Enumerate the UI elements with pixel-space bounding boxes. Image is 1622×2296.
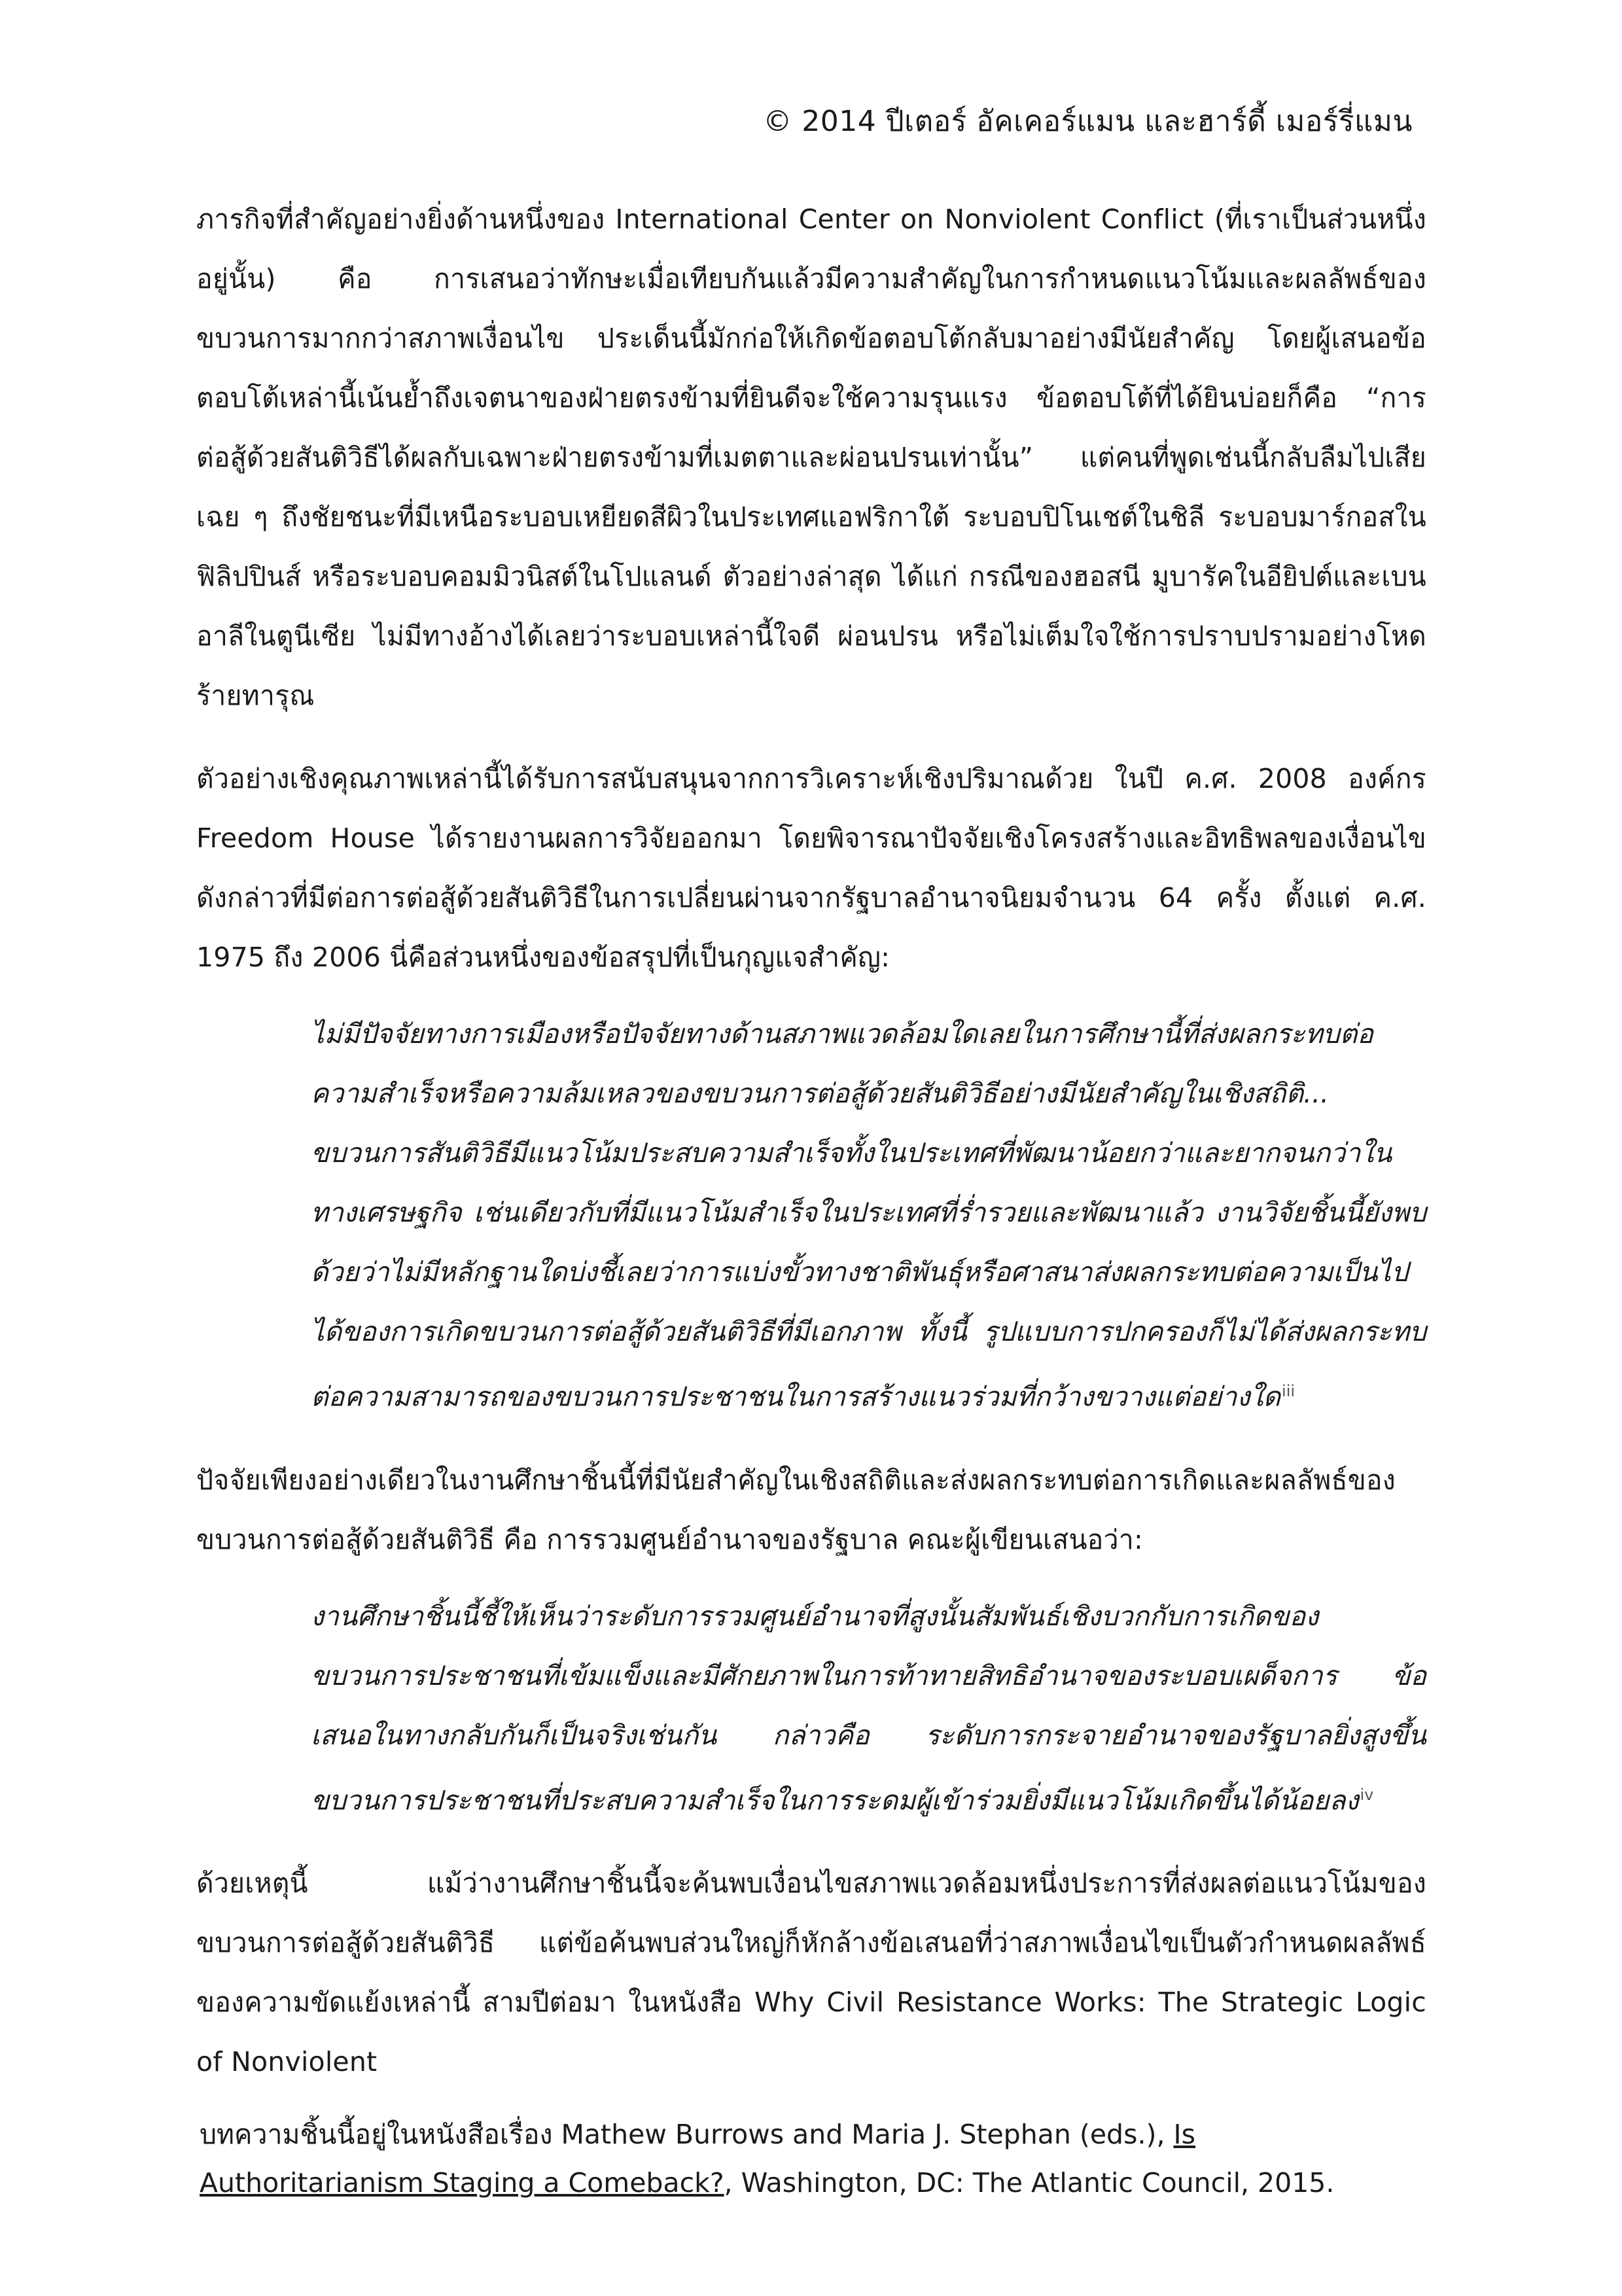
book-title-link-part2[interactable]: Authoritarianism Staging a Comeback?: [200, 2167, 724, 2199]
book-title-link-part1[interactable]: Is: [1173, 2119, 1195, 2150]
footnote: [200, 2110, 1443, 2207]
block-quote-1-text: ไม่มีปัจจัยทางการเมืองหรือปัจจัยทางด้านสภาพแวดล้อมใดเลยในการศึกษานี้ที่ส่งผลกระทบต่อความสำเร็จหรือความล้มเหลวของขบวนการต่อสู้ด้วยสันติวิธีอย่างมีนัยสำคัญในเชิงสถิติ... ขบวนการสันติวิธีมีแนวโน้มประสบความสำเร็จทั้งในประเทศที่พัฒนาน้อยกว่าและยากจนกว่าในทางเศรษฐกิจ เช่นเดียวกับที่มีแนวโน้มสำเร็จในประเทศที่ร่ำรวยและพัฒนาแล้ว งานวิจัยชิ้นนี้ยังพบด้วยว่าไม่มีหลักฐานใดบ่งชี้เลยว่าการแบ่งขั้วทางชาติพันธุ์หรือศาสนาส่งผลกระทบต่อความเป็นไปได้ของการเกิดขบวนการต่อสู้ด้วยสันติวิธีที่มีเอกภาพ ทั้งนี้ รูปแบบการปกครองก็ไม่ได้ส่งผลกระทบต่อความสามารถของขบวนการประชาชนในการสร้างแนวร่วมที่กว้างขวางแต่อย่างใด: [311, 1018, 1426, 1413]
block-quote-1: [196, 1004, 1426, 1427]
block-quote-2-text: งานศึกษาชิ้นนี้ชี้ให้เห็นว่าระดับการรวมศูนย์อำนาจที่สูงนั้นสัมพันธ์เชิงบวกกับการเกิดของขบวนการประชาชนที่เข้มแข็งและมีศักยภาพในการท้าทายสิทธิอำนาจของระบอบเผด็จการ ข้อเสนอในทางกลับกันก็เป็นจริงเช่นกัน กล่าวคือ ระดับการกระจายอำนาจของรัฐบาลยิ่งสูงขึ้น ขบวนการประชาชนที่ประสบความสำเร็จในการระดมผู้เข้าร่วมยิ่งมีแนวโน้มเกิดขึ้นได้น้อยลง: [311, 1600, 1426, 1816]
endnote-ref-iii[interactable]: iii: [1282, 1382, 1296, 1400]
paragraph-3: ปัจจัยเพียงอย่างเดียวในงานศึกษาชิ้นนี้ที่มีนัยสำคัญในเชิงสถิติและส่งผลกระทบต่อการเกิดและผลลัพธ์ของขบวนการต่อสู้ด้วยสันติวิธี คือ การรวมศูนย์อำนาจของรัฐบาล คณะผู้เขียนเสนอว่า:: [196, 1464, 1396, 1555]
paragraph-2: ตัวอย่างเชิงคุณภาพเหล่านี้ได้รับการสนับสนุนจากการวิเคราะห์เชิงปริมาณด้วย ในปี ค.ศ. 2008 องค์กร Freedom House ได้รายงานผลการวิจัยออกมา โดยพิจารณาปัจจัยเชิงโครงสร้างและอิทธิพลของเงื่อนไขดังกล่าวที่มีต่อการต่อสู้ด้วยสันติวิธีในการเปลี่ยนผ่านจากรัฐบาลอำนาจนิยมจำนวน 64 ครั้ง ตั้งแต่ ค.ศ. 1975 ถึง 2006 นี่คือส่วนหนึ่งของข้อสรุปที่เป็นกุญแจสำคัญ:: [196, 763, 1426, 973]
copyright-header: © 2014 ปีเตอร์ อัคเคอร์แมน และฮาร์ดี้ เมอร์รี่แมน: [763, 105, 1413, 138]
paragraph-1: ภารกิจที่สำคัญอย่างยิ่งด้านหนึ่งของ International Center on Nonviolent Conflict (ที่เราเป็นส่วนหนึ่งอยู่นั้น) คือ การเสนอว่าทักษะเมื่อเทียบกันแล้วมีความสำคัญในการกำหนดแนวโน้มและผลลัพธ์ของขบวนการมากกว่าสภาพเงื่อนไข ประเด็นนี้มักก่อให้เกิดข้อตอบโต้กลับมาอย่างมีนัยสำคัญ โดยผู้เสนอข้อตอบโต้เหล่านี้เน้นย้ำถึงเจตนาของฝ่ายตรงข้ามที่ยินดีจะใช้ความรุนแรง ข้อตอบโต้ที่ได้ยินบ่อยก็คือ “การต่อสู้ด้วยสันติวิธีได้ผลกับเฉพาะฝ่ายตรงข้ามที่เมตตาและผ่อนปรนเท่านั้น” แต่คนที่พูดเช่นนี้กลับลืมไปเสียเฉย ๆ ถึงชัยชนะที่มีเหนือระบอบเหยียดสีผิวในประเทศแอฟริกาใต้ ระบอบปิโนเชต์ในชิลี ระบอบมาร์กอสในฟิลิปปินส์ หรือระบอบคอมมิวนิสต์ในโปแลนด์ ตัวอย่างล่าสุด ได้แก่ กรณีของฮอสนี มูบารัคในอียิปต์และเบน อาลีในตูนีเซีย ไม่มีทางอ้างได้เลยว่าระบอบเหล่านี้ใจดี ผ่อนปรน หรือไม่เต็มใจใช้การปราบปรามอย่างโหดร้ายทารุณ: [196, 203, 1426, 711]
footnote-suffix: , Washington, DC: The Atlantic Council, 2015.: [724, 2167, 1335, 2199]
paragraph-4: ด้วยเหตุนี้ แม้ว่างานศึกษาชิ้นนี้จะค้นพบเงื่อนไขสภาพแวดล้อมหนึ่งประการที่ส่งผลต่อแนวโน้มของขบวนการต่อสู้ด้วยสันติวิธี แต่ข้อค้นพบส่วนใหญ่ก็หักล้างข้อเสนอที่ว่าสภาพเงื่อนไขเป็นตัวกำหนดผลลัพธ์ของความขัดแย้งเหล่านี้ สามปีต่อมา ในหนังสือ Why Civil Resistance Works: The Strategic Logic of Nonviolent: [196, 1867, 1426, 2078]
endnote-ref-iv[interactable]: iv: [1360, 1785, 1374, 1804]
block-quote-2: [196, 1587, 1426, 1831]
document-body: [196, 190, 1426, 2115]
footnote-prefix: บทความชิ้นนี้อยู่ในหนังสือเรื่อง Mathew Burrows and Maria J. Stephan (eds.),: [200, 2119, 1174, 2150]
